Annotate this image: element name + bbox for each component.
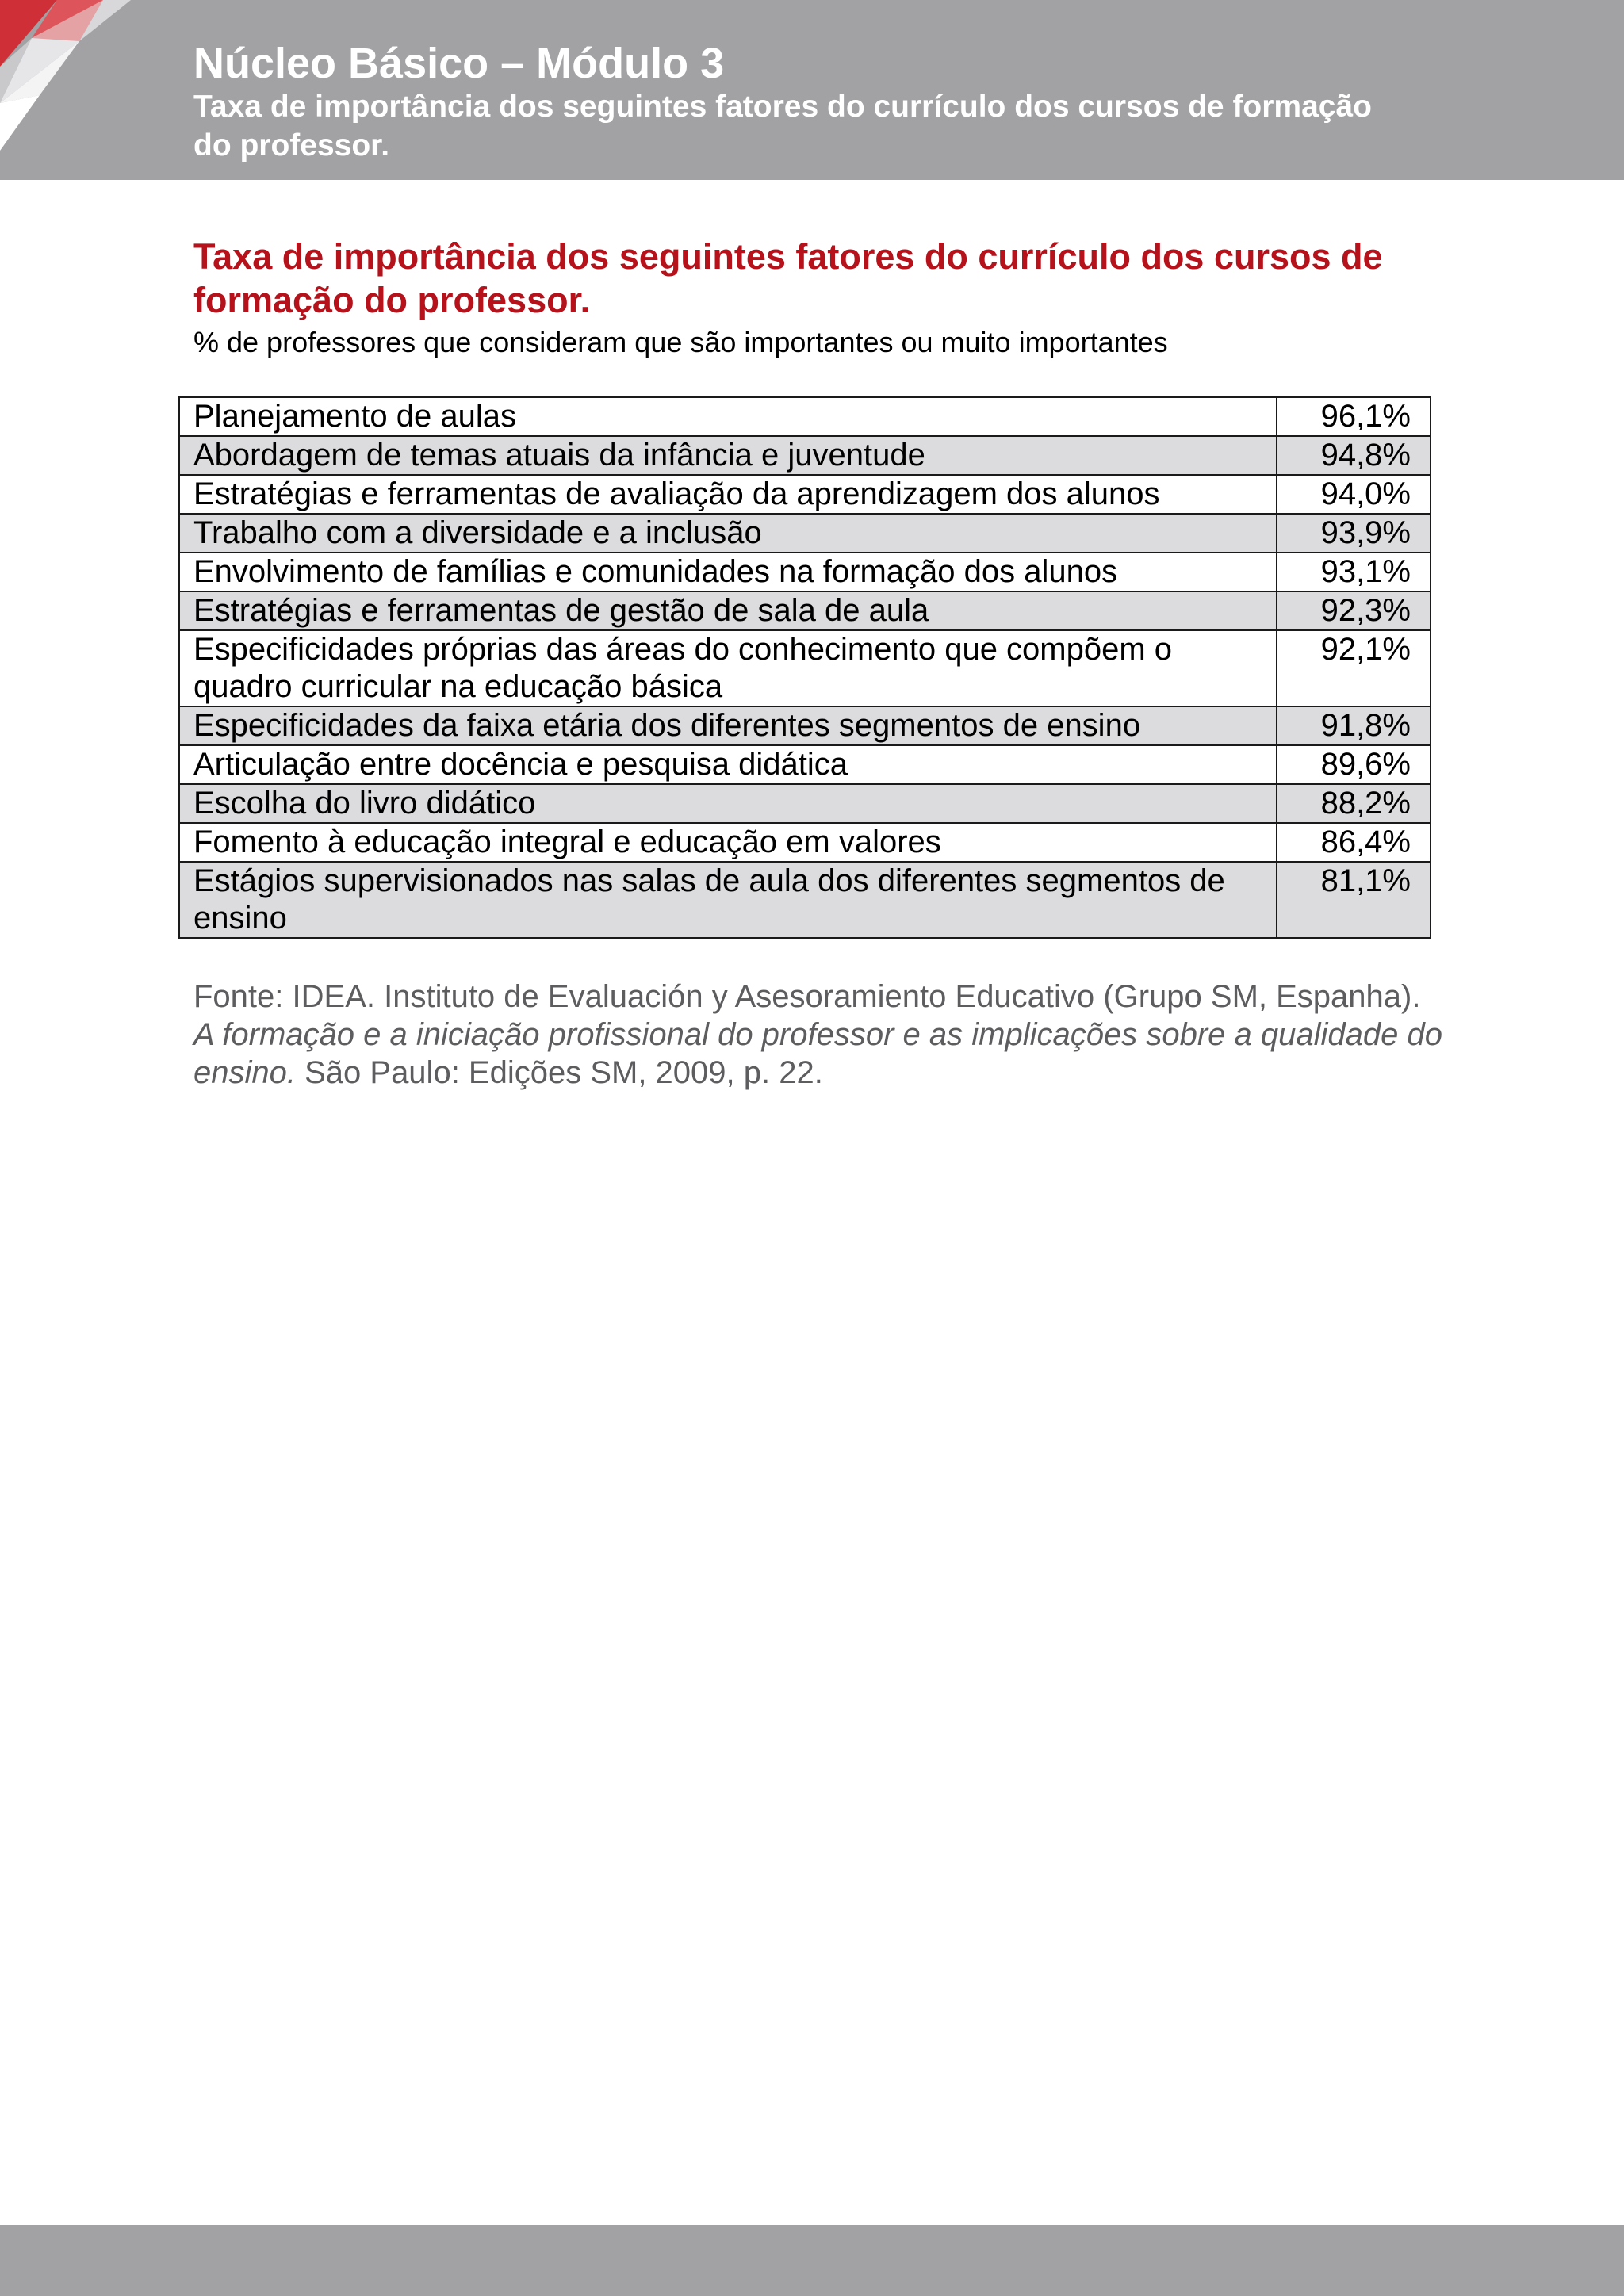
- percentage-cell: 96,1%: [1277, 397, 1431, 436]
- importance-table: [178, 396, 1431, 939]
- table-row: [179, 823, 1431, 862]
- factor-cell: Estratégias e ferramentas de gestão de sala de aula: [179, 591, 1277, 630]
- table-row: [179, 745, 1431, 784]
- source-work-title: A formação e a iniciação profissional do professor e as implicações sobre a qualidade do ensino.: [193, 1017, 1442, 1090]
- header-title: Núcleo Básico – Módulo 3: [193, 40, 725, 87]
- factor-cell: Articulação entre docência e pesquisa didática: [179, 745, 1277, 784]
- table-row: [179, 397, 1431, 436]
- percentage-cell: 92,3%: [1277, 591, 1431, 630]
- table-row: [179, 630, 1431, 706]
- percentage-cell: 81,1%: [1277, 862, 1431, 938]
- percentage-cell: 94,8%: [1277, 436, 1431, 475]
- header-band: [0, 0, 1624, 180]
- footer-band: [0, 2225, 1624, 2296]
- factor-cell: Estratégias e ferramentas de avaliação da aprendizagem dos alunos: [179, 475, 1277, 514]
- percentage-cell: 93,9%: [1277, 514, 1431, 553]
- percentage-cell: 91,8%: [1277, 706, 1431, 745]
- factor-cell: Planejamento de aulas: [179, 397, 1277, 436]
- header-subtitle: Taxa de importância dos seguintes fatores do currículo dos cursos de formação do professor.: [193, 90, 1372, 163]
- table-row: [179, 591, 1431, 630]
- table-row: [179, 475, 1431, 514]
- percentage-cell: 86,4%: [1277, 823, 1431, 862]
- table-row: [179, 706, 1431, 745]
- percentage-cell: 94,0%: [1277, 475, 1431, 514]
- source-prefix: Fonte: IDEA. Instituto de Evaluación y Asesoramiento Educativo (Grupo SM, Espanha).: [193, 979, 1421, 1014]
- table-row: [179, 436, 1431, 475]
- page-subtitle: % de professores que consideram que são importantes ou muito importantes: [193, 326, 1168, 358]
- factor-cell: Especificidades próprias das áreas do conhecimento que compõem o quadro curricular na educação básica: [179, 630, 1277, 706]
- table-row: [179, 784, 1431, 823]
- importance-table-body: [179, 397, 1431, 938]
- factor-cell: Fomento à educação integral e educação em valores: [179, 823, 1277, 862]
- factor-cell: Estágios supervisionados nas salas de aula dos diferentes segmentos de ensino: [179, 862, 1277, 938]
- table-row: [179, 553, 1431, 591]
- page-title: Taxa de importância dos seguintes fatores do currículo dos cursos de formação do professor.: [193, 236, 1383, 320]
- percentage-cell: 89,6%: [1277, 745, 1431, 784]
- table-row: [179, 862, 1431, 938]
- factor-cell: Abordagem de temas atuais da infância e juventude: [179, 436, 1277, 475]
- percentage-cell: 88,2%: [1277, 784, 1431, 823]
- source-citation: [193, 978, 1446, 1092]
- source-suffix: São Paulo: Edições SM, 2009, p. 22.: [295, 1055, 823, 1090]
- factor-cell: Escolha do livro didático: [179, 784, 1277, 823]
- table-row: [179, 514, 1431, 553]
- corner-triangles-decoration: [0, 0, 131, 151]
- factor-cell: Especificidades da faixa etária dos diferentes segmentos de ensino: [179, 706, 1277, 745]
- factor-cell: Trabalho com a diversidade e a inclusão: [179, 514, 1277, 553]
- percentage-cell: 93,1%: [1277, 553, 1431, 591]
- percentage-cell: 92,1%: [1277, 630, 1431, 706]
- factor-cell: Envolvimento de famílias e comunidades na formação dos alunos: [179, 553, 1277, 591]
